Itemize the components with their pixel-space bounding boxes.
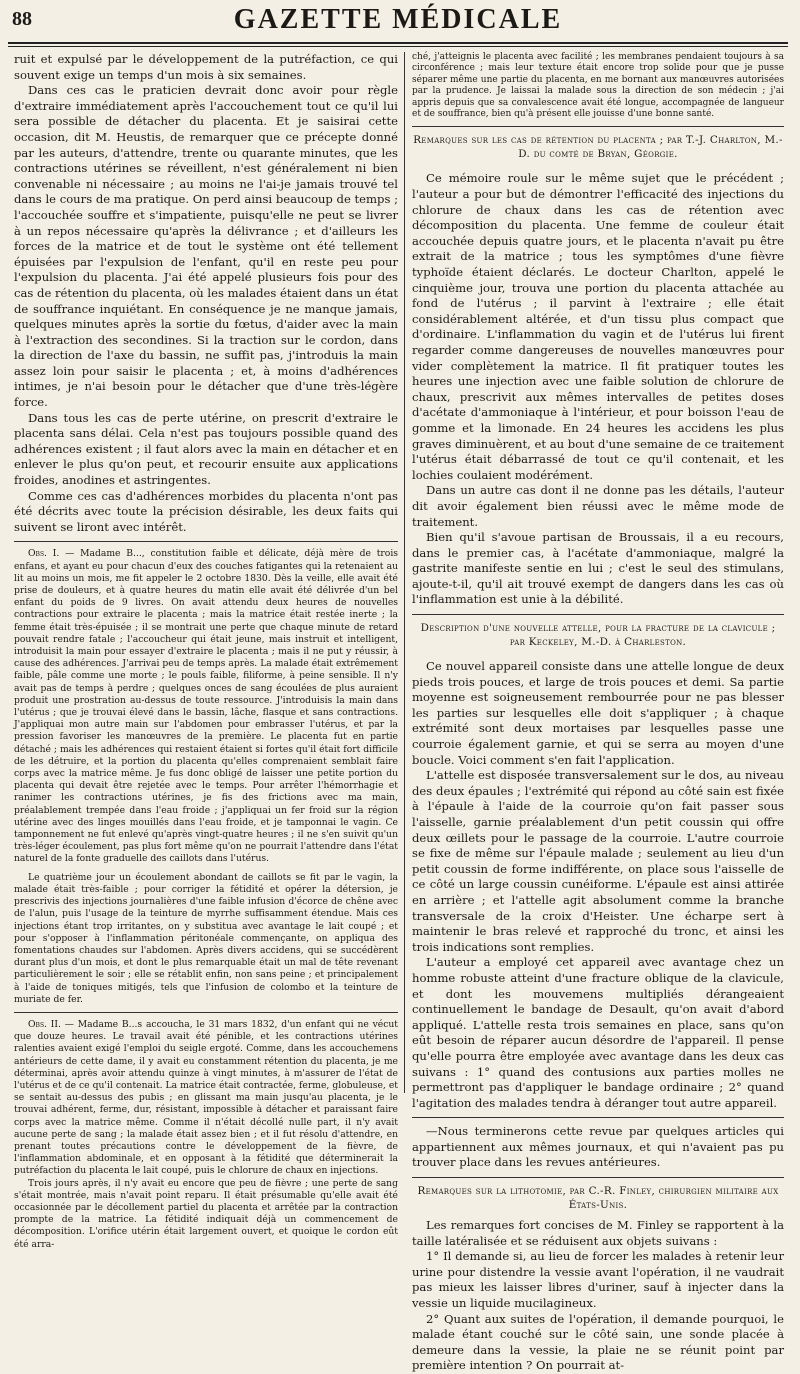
paragraph: Trois jours après, il n'y avait eu encore que peu de fièvre ; une perte de sang s'était montrée, mais n'avait point reparu. Il était présumable qu'elle avait été occasionnée par le décollement partiel du placenta et arrêtée par la contraction prompte de la matrice. La fétidité indiquait déjà un commencement de décomposition. L'orifice utérin était largement ouvert, et quoique le cordon eût été arra- <box>14 1177 398 1250</box>
section-divider <box>14 1012 398 1013</box>
section-heading: Description d'une nouvelle attelle, pour la fracture de la clavicule ; par Keckeley, M.-D. à Charleston. <box>420 622 776 649</box>
section-heading: Remarques sur les cas de rétention du placenta ; par T.-J. Charlton, M.-D. du comté de Bryan, Géorgie. <box>413 134 783 161</box>
paragraph: Ce mémoire roule sur le même sujet que le précédent ; l'auteur a pour but de démontrer l'efficacité des injections du chlorure de chaux dans les cas de rétention avec décomposition du placenta. Une femme de couleur était accouchée depuis quatre jours, et le placenta n'avait pu être extrait de la matrice ; tous les symptômes d'une fièvre typhoïde étaient déclarés. Le docteur Charlton, appelé le cinquième jour, trouva une portion du placenta attachée au fond de l'utérus ; il parvint à l'extraire ; elle était considérablement altérée, et d'un tissu plus compact que d'ordinaire. L'inflammation du vagin et de l'utérus lui firent regarder comme dangereuses de nouvelles manœuvres pour vider complètement la matrice. Il fit pratiquer toutes les heures une injection avec une faible solution de chlorure de chaux, prescrivit aux mêmes intervalles de petites doses d'acétate d'ammoniaque à l'intérieur, et pour boisson l'eau de gomme et la limonade. En 24 heures les accidens les plus graves diminuèrent, et au bout d'une semaine de ce traitement l'utérus était débarrassé de tout ce qu'il contenait, et les lochies coulaient modérément. <box>412 171 784 482</box>
paragraph: —Nous terminerons cette revue par quelques articles qui appartiennent aux mêmes journaux, et qui n'avaient pas pu trouver place dans les revues antérieures. <box>412 1124 784 1170</box>
paragraph: 1° Il demande si, au lieu de forcer les malades à retenir leur urine pour distendre la vessie avant l'opération, il ne vaudrait pas mieux les laisser libres d'uriner, sauf à injecter dans la vessie un liquide mucilagineux. <box>412 1249 784 1311</box>
section-divider <box>412 1117 784 1118</box>
observation-label: Obs. II. <box>28 1018 61 1030</box>
paragraph: Bien qu'il s'avoue partisan de Broussais, il a eu recours, dans le premier cas, à l'acétate d'ammoniaque, malgré la gastrite manifeste sentie en lui ; c'est le seul des stimulans, ajoute-t-il, qu'il ait trouvé exempt de dangers dans les cas où l'inflammation est unie à la débilité. <box>412 530 784 607</box>
observation-1 <box>14 548 398 865</box>
column-divider <box>404 52 405 1093</box>
paragraph: Dans ces cas le praticien devrait donc avoir pour règle d'extraire immédiatement après l'accouchement tout ce qu'il lui sera possible de détacher du placenta. Et je saisirai cette occasion, dit M. Heustis, de remarquer que ce précepte donné par les auteurs, d'attendre, trente ou quarante minutes, que les contractions utérines se réveillent, n'est généralement ni bien convenable ni nécessaire ; au moins ne l'ai-je jamais trouvé tel dans le cours de ma pratique. On perd ainsi beaucoup de temps ; l'accouchée souffre et s'impatiente, puisqu'elle ne peut se livrer à un repos nécessaire qu'après la délivrance ; et d'ailleurs les forces de la matrice et de tout le système ont été tellement épuisées par l'expulsion de l'enfant, qu'il en reste peu pour l'expulsion du placenta. J'ai été appelé plusieurs fois pour des cas de rétention du placenta, où les malades étaient dans un état de souffrance inquiétant. En conséquence je ne manque jamais, quelques minutes après la sortie du fœtus, d'aider avec la main à l'extraction des secondines. Si la traction sur le cordon, dans la direction de l'axe du bassin, ne suffit pas, j'introduis la main assez loin pour saisir le placenta ; et, à moins d'adhérences intimes, je n'ai besoin pour le détacher que d'une très-légère force. <box>14 83 399 410</box>
right-column <box>412 52 784 1373</box>
text-columns <box>14 52 788 1373</box>
observation-text: — Madame B..., constitution faible et délicate, déjà mère de trois enfans, et ayant eu pour chacun d'eux des couches fatigantes qui la retenaient au lit au moins un mois, me fit appeler le 2 octobre 1830. Dès la veille, elle avait été prise de douleurs, et à quatre heures du matin elle avait été délivrée d'un bel enfant du poids de 9 livres. On avait attendu deux heures de nouvelles contractions pour extraire le placenta ; mais la matrice était restée inerte ; la femme était très-épuisée ; il se montrait une perte que chaque minute de retard pouvait rendre fatale ; l'accoucheur qui était jeune, mais instruit et intelligent, introduisit la main pour essayer d'extraire le placenta ; mais il ne put y réussir, à cause des adhérences. J'arrivai peu de temps après. La malade était extrêmement faible, pâle comme une morte ; le pouls faible, filiforme, à peine sensible. Il n'y avait pas de temps à perdre ; quelques onces de sang écoulées de plus auraient produit une prostration au-dessus de toute ressource. J'introduisis la main dans l'utérus ; que je trouvai élevé dans le bassin, lâche, flasque et sans contractions. J'appliquai mon autre main sur l'abdomen pour embrasser l'utérus, et par la pression favoriser les manœuvres de la première. Le placenta fut en partie détaché ; mais les adhérences qui restaient étaient si fortes qu'il était fort difficile de les détruire, et la portion du placenta qu'elles comprenaient semblait faire corps avec la matrice même. Je fus donc obligé de laisser une petite portion du placenta qui devait être rejetée avec le temps. Pour arrêter l'hémorrhagie et ranimer les contractions utérines, je fis des frictions avec ma main, préalablement trempée dans l'eau froide ; j'appliquai un fer froid sur la région utérine avec des linges mouillés dans l'eau froide, et je tamponnai le vagin. Ce tamponnement ne fut enlevé qu'après vingt-quatre heures ; il ne s'en suivit qu'un très-léger écoulement, pas plus fort même qu'on ne pourrait l'attendre dans l'état naturel de la fonte graduelle des caillots dans l'utérus. <box>14 548 398 865</box>
page-header <box>8 0 788 40</box>
header-rule <box>8 42 788 44</box>
section-divider <box>412 1177 784 1178</box>
observation-text: — Madame B...s accoucha, le 31 mars 1832, d'un enfant qui ne vécut que douze heures. Le travail avait été pénible, et les contractions utérines ralenties avaient exigé l'emploi du seigle ergoté. Comme, dans les accouchemens antérieurs de cette dame, il y avait eu constamment rétention du placenta, je me déterminai, après avoir attendu quinze à vingt minutes, à m'assurer de l'état de l'utérus et de ce qu'il contenait. La matrice était contractée, ferme, globuleuse, et se sentait au-dessus des pubis ; en glissant ma main jusqu'au placenta, je le trouvai adhérent, ferme, dur, résistant, impossible à détacher et paraissant faire corps avec la matrice même. Comme il n'était décollé nulle part, il n'y avait aucune perte de sang ; la malade était assez bien ; et il fut résolu d'attendre, en prenant toutes précautions contre le développement de la fièvre, de l'inflammation abdominale, et en opposant à la fétidité que déterminerait la putréfaction du placenta le lait coupé, puis le chlorure de chaux en injections. <box>14 1018 398 1177</box>
paragraph: ruit et expulsé par le développement de la putréfaction, ce qui souvent exige un temps d'un mois à six semaines. <box>14 52 398 82</box>
paragraph: Comme ces cas d'adhérences morbides du placenta n'ont pas été décrits avec toute la précision désirable, les deux faits qui suivent se liront avec intérêt. <box>14 488 398 534</box>
observation-2 <box>14 1019 398 1178</box>
paragraph: Dans tous les cas de perte utérine, on prescrit d'extraire le placenta sans délai. Cela n'est pas toujours possible quand des adhérences existent ; il faut alors avec la main en détacher et en enlever le plus qu'on peut, et recourir ensuite aux applications froides, anodines et astringentes. <box>14 410 398 488</box>
paragraph: Ce nouvel appareil consiste dans une attelle longue de deux pieds trois pouces, et large de trois pouces et demi. Sa partie moyenne est soigneusement rembourrée pour ne pas blesser les parties sur lesquelles elle doit s'appliquer ; à chaque extrémité sont deux mortaises par lesquelles passe une courroie également garnie, et qui se serra au moyen d'une boucle. Voici comment s'en fait l'application. <box>412 659 784 767</box>
paragraph: Le quatrième jour un écoulement abondant de caillots se fit par le vagin, la malade était très-faible ; pour corriger la fétidité et opérer la détersion, je prescrivis des injections journalières d'une faible infusion d'écorce de chêne avec de l'alun, puis l'usage de la teinture de myrrhe suffisamment étendue. Mais ces injections étant trop irritantes, on y substitua avec avantage le lait coupé ; et pour s'opposer à l'inflammation péritonéale commençante, on appliqua des fomentations chaudes sur l'abdomen. Après divers accidens, qui se succédèrent durant plus d'un mois, et dont le plus remarquable était un mal de tête revenant particulièrement le soir ; elle se rétablit enfin, non sans peine ; et principalement à l'aide de toniques mitigés, tels que l'infusion de colombo et la teinture de muriate de fer. <box>14 871 398 1005</box>
paragraph: Les remarques fort concises de M. Finley se rapportent à la taille latéralisée et se réduisent aux objets suivans : <box>412 1218 784 1248</box>
header-rule-thin <box>8 46 788 47</box>
paragraph: Dans un autre cas dont il ne donne pas les détails, l'auteur dit avoir également bien réussi avec le même mode de traitement. <box>412 483 784 529</box>
section-divider <box>412 614 784 615</box>
left-column <box>14 52 399 1250</box>
journal-title: GAZETTE MÉDICALE <box>233 4 563 35</box>
observation-label: Obs. I. <box>28 548 60 560</box>
section-divider <box>412 126 784 127</box>
section-divider <box>14 541 398 542</box>
section-heading: Remarques sur la lithotomie, par C.-R. Finley, chirurgien militaire aux États-Unis. <box>417 1185 779 1212</box>
page-number: 88 <box>12 8 32 30</box>
paragraph: 2° Quant aux suites de l'opération, il demande pourquoi, le malade étant couché sur le côté sain, une sonde placée à demeure dans la vessie, la plaie ne se réunit point par première intention ? On pourrait at- <box>412 1311 784 1373</box>
paragraph: L'auteur a employé cet appareil avec avantage chez un homme robuste atteint d'une fracture oblique de la clavicule, et dont les mouvemens multipliés dérangeaient continuellement le bandage de Desault, qu'on avait d'abord appliqué. L'attelle resta trois semaines en place, sans qu'on eût besoin de réparer aucun désordre de l'appareil. Il pense qu'elle pourra être employée avec avantage dans les deux cas suivans : 1° quand des contusions aux parties molles ne permettront pas d'appliquer le bandage ordinaire ; 2° quand l'agitation des malades tendra à déranger tout autre appareil. <box>412 955 784 1110</box>
paragraph: ché, j'atteignis le placenta avec facilité ; les membranes pendaient toujours à sa circonférence ; mais leur texture était encore trop solide pour que je pusse séparer même une partie du placenta, en me bornant aux manœuvres autorisées par la prudence. Je laissai la malade sous la direction de son médecin ; j'ai appris depuis que sa convalescence avait été longue, accompagnée de langueur et de souffrance, bien qu'à présent elle jouisse d'une bonne santé. <box>412 52 784 120</box>
paragraph: L'attelle est disposée transversalement sur le dos, au niveau des deux épaules ; l'extrémité qui répond au côté sain est fixée à l'épaule à l'aide de la courroie qu'on fait passer sous l'aisselle, garnie préalablement d'un petit coussin qui offre deux œillets pour le passage de la courroie. L'autre courroie se fixe de même sur l'épaule malade ; seulement au lieu d'un petit coussin de forme indifférente, on place sous l'aisselle de ce côté un large coussin cunéiforme. L'épaule est ainsi attirée en arrière ; et l'attelle agit absolument comme la branche transversale de la croix d'Heister. Une écharpe sert à maintenir le bras relevé et rapproché du tronc, et ainsi les trois indications sont remplies. <box>412 768 784 954</box>
